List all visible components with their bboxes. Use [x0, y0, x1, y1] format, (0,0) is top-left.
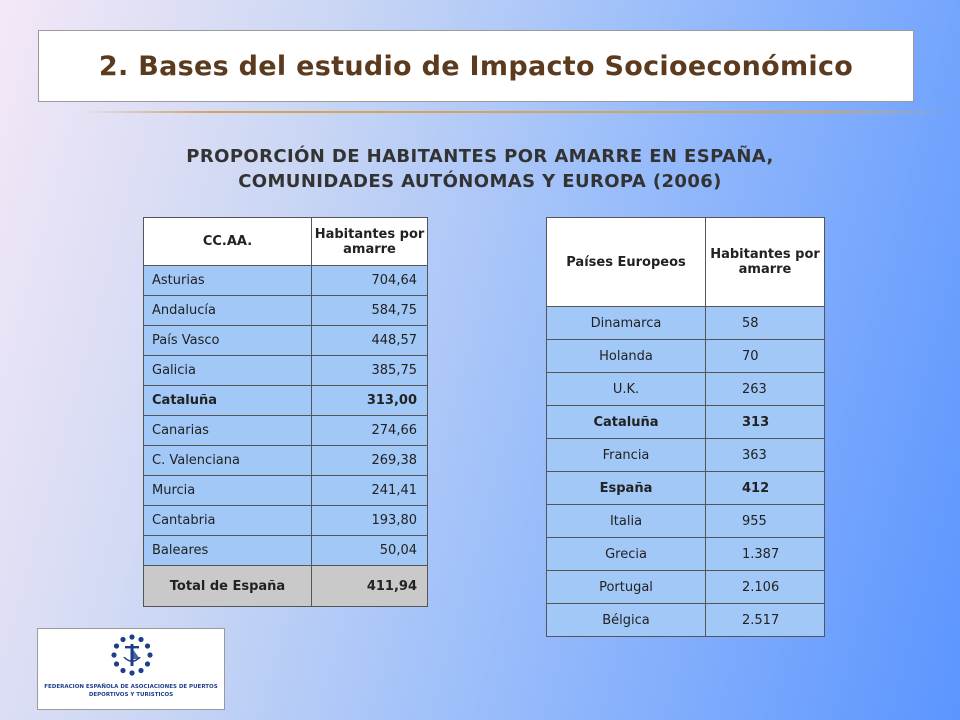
country-value: 58 — [706, 307, 825, 340]
total-value: 411,94 — [312, 566, 428, 607]
ccaa-header-region: CC.AA. — [144, 218, 312, 266]
region-name: Baleares — [144, 536, 312, 566]
table-row — [144, 446, 428, 476]
country-value: 412 — [706, 472, 825, 505]
logo-line-1: FEDERACION ESPAÑOLA DE ASOCIACIONES DE PUERTOS — [44, 684, 218, 690]
table-row-highlight — [547, 406, 825, 439]
table-row — [144, 266, 428, 296]
country-value: 1.387 — [706, 538, 825, 571]
table-row — [547, 604, 825, 637]
table-row — [547, 340, 825, 373]
country-value: 2.106 — [706, 571, 825, 604]
table-row — [547, 373, 825, 406]
logo-line-2: DEPORTIVOS Y TURISTICOS — [88, 692, 174, 698]
country-name: Cataluña — [547, 406, 706, 439]
country-name: U.K. — [547, 373, 706, 406]
table-row-highlight — [547, 472, 825, 505]
table-row — [144, 356, 428, 386]
region-value: 704,64 — [312, 266, 428, 296]
region-value: 193,80 — [312, 506, 428, 536]
region-value: 50,04 — [312, 536, 428, 566]
table-row — [144, 506, 428, 536]
table-row — [547, 307, 825, 340]
region-name: Murcia — [144, 476, 312, 506]
region-value: 584,75 — [312, 296, 428, 326]
europe-header-row — [547, 218, 825, 307]
region-value: 241,41 — [312, 476, 428, 506]
country-name: Italia — [547, 505, 706, 538]
title-divider — [80, 111, 960, 113]
country-name: Bélgica — [547, 604, 706, 637]
europe-header-country: Países Europeos — [547, 218, 706, 307]
country-name: Holanda — [547, 340, 706, 373]
country-value: 263 — [706, 373, 825, 406]
table-row — [144, 416, 428, 446]
table-row — [547, 571, 825, 604]
country-name: Dinamarca — [547, 307, 706, 340]
table-row — [547, 439, 825, 472]
ccaa-header-row — [144, 218, 428, 266]
table-row — [144, 476, 428, 506]
region-value: 313,00 — [312, 386, 428, 416]
table-row-highlight — [144, 386, 428, 416]
europe-table — [546, 217, 825, 637]
country-name: Grecia — [547, 538, 706, 571]
country-value: 2.517 — [706, 604, 825, 637]
region-value: 385,75 — [312, 356, 428, 386]
region-value: 269,38 — [312, 446, 428, 476]
region-value: 448,57 — [312, 326, 428, 356]
table-row — [547, 538, 825, 571]
table-row — [144, 536, 428, 566]
subtitle-line-1: PROPORCIÓN DE HABITANTES POR AMARRE EN ESPAÑA, — [186, 146, 774, 167]
region-name: Andalucía — [144, 296, 312, 326]
country-name: Francia — [547, 439, 706, 472]
logo-caption — [38, 683, 224, 699]
region-name: Galicia — [144, 356, 312, 386]
section-subtitle — [0, 144, 960, 194]
region-name: Cataluña — [144, 386, 312, 416]
region-name: C. Valenciana — [144, 446, 312, 476]
country-value: 70 — [706, 340, 825, 373]
country-name: Portugal — [547, 571, 706, 604]
europe-header-value: Habitantes por amarre — [706, 218, 825, 307]
country-value: 313 — [706, 406, 825, 439]
federation-logo — [37, 628, 225, 710]
subtitle-line-2: COMUNIDADES AUTÓNOMAS Y EUROPA (2006) — [238, 171, 722, 192]
table-total-row — [144, 566, 428, 607]
country-name: España — [547, 472, 706, 505]
country-value: 955 — [706, 505, 825, 538]
federation-emblem-icon — [110, 633, 154, 681]
ccaa-header-value: Habitantes por amarre — [312, 218, 428, 266]
country-value: 363 — [706, 439, 825, 472]
table-row — [547, 505, 825, 538]
ccaa-table — [143, 217, 428, 607]
table-row — [144, 296, 428, 326]
region-name: Asturias — [144, 266, 312, 296]
region-name: Canarias — [144, 416, 312, 446]
region-name: Cantabria — [144, 506, 312, 536]
total-label: Total de España — [144, 566, 312, 607]
title-box — [38, 30, 914, 102]
page-title: 2. Bases del estudio de Impacto Socioeconómico — [98, 50, 854, 82]
region-value: 274,66 — [312, 416, 428, 446]
table-row — [144, 326, 428, 356]
region-name: País Vasco — [144, 326, 312, 356]
